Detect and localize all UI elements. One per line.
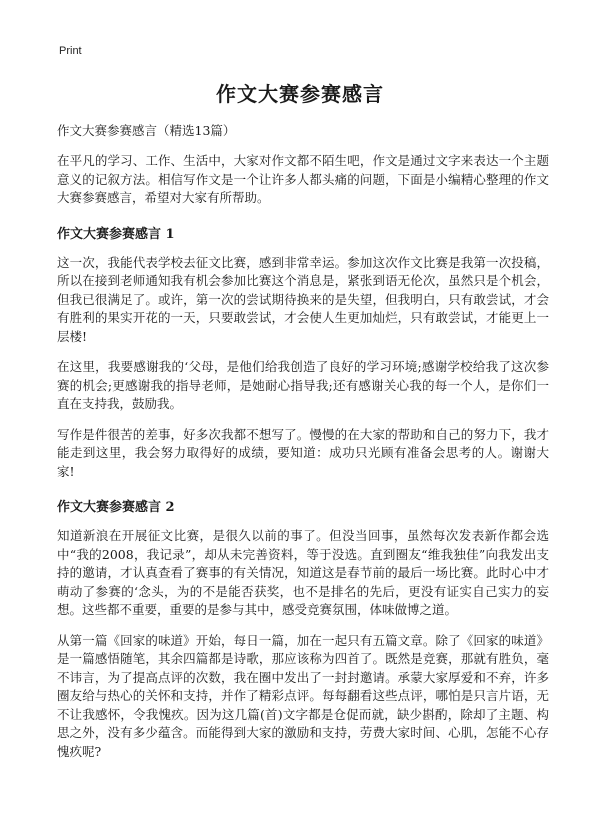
paragraph: 写作是件很苦的差事，好多次我都不想写了。慢慢的在大家的帮助和自己的努力下，我才能走到这里，我会努力取得好的成绩，要知道：成功只光顾有准备会思考的人。谢谢大家! (57, 426, 549, 479)
page-title: 作文大赛参赛感言 (216, 82, 384, 106)
intro-paragraph: 在平凡的学习、工作、生活中，大家对作文都不陌生吧，作文是通过文字来表达一个主题意义的记叙方法。相信写作文是一个让许多人都头痛的问题，下面是小编精心整理的作文大赛参赛感言，希望对大家有所帮助。 (57, 153, 549, 205)
print-link[interactable]: Print (59, 45, 82, 57)
section-heading-1: 作文大赛参赛感言 1 (57, 226, 175, 242)
article-subtitle: 作文大赛参赛感言（精选13篇） (57, 123, 236, 138)
paragraph: 从第一篇《回家的味道》开始，每日一篇，加在一起只有五篇文章。除了《回家的味道》是一篇感悟随笔，其余四篇都是诗歌，那应该称为四首了。既然是竞赛，那就有胜负，毫不讳言，为了提高点评的次数，我在圈中发出了一封封邀请。承蒙大家厚爱和不弃，许多圈友给与热心的关怀和支持，并作了精彩点评。每每翻看这些点评，哪怕是只言片语，无不让我感怀，令我愧疚。因为这几篇(首)文字都是仓促而就，缺少斟酌，除却了主题、构思之外，没有多少蕴含。而能得到大家的激励和支持，劳费大家时间、心肌，怎能不心存愧疚呢? (57, 632, 549, 759)
article-body (57, 122, 549, 773)
paragraph: 知道新浪在开展征文比赛，是很久以前的事了。但没当回事，虽然每次发表新作都会选中“我的2008，我记录”，却从未完善资料，等于没选。直到圈友“维我独佳”向我发出支持的邀请，才认真查看了赛事的有关情况，知道这是春节前的最后一场比赛。此时心中才萌动了参赛的‘念头，为的不是能否获奖，也不是排名的先后，更没有证实自己实力的妄想。这些都不重要，重要的是参与其中，感受竞赛氛围，体味做博之道。 (57, 528, 549, 617)
paragraph: 这一次，我能代表学校去征文比赛，感到非常幸运。参加这次作文比赛是我第一次投稿，所以在接到老师通知我有机会参加比赛这个消息是，紧张到语无伦次，虽然只是个机会，但我已很满足了。或许，第一次的尝试期待换来的是失望，但我明白，只有敢尝试，才会有胜利的果实开花的一天，只要敢尝试，才会使人生更加灿烂，只有敢尝试，才能更上一层楼! (57, 254, 549, 344)
section-heading-2: 作文大赛参赛感言 2 (57, 500, 175, 515)
paragraph: 在这里，我要感谢我的‘父母，是他们给我创造了良好的学习环境;感谢学校给我了这次参赛的机会;更感谢我的指导老师，是她耐心指导我;还有感谢关心我的每一个人，是你们一直在支持我，鼓励我。 (57, 359, 549, 411)
